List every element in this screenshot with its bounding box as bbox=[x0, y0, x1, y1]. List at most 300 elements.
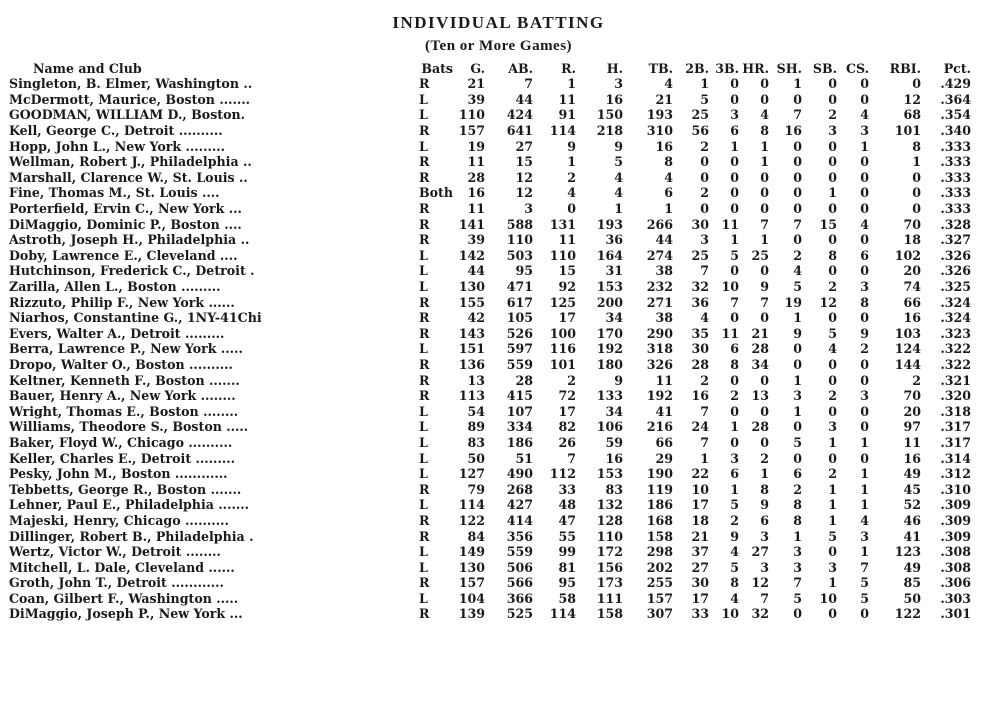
stat-games: 16 bbox=[467, 185, 486, 201]
player-bats: L bbox=[419, 419, 428, 435]
table-row bbox=[9, 232, 971, 248]
table-row bbox=[9, 263, 971, 279]
stat-home-runs: 4 bbox=[760, 107, 770, 123]
stat-pct: .308 bbox=[940, 544, 972, 560]
stat-sacrifice-hits: 8 bbox=[793, 512, 803, 528]
stat-rbi: 12 bbox=[903, 91, 922, 107]
stat-sacrifice-hits: 3 bbox=[793, 544, 803, 560]
stat-hits: 16 bbox=[605, 91, 624, 107]
stat-hits: 59 bbox=[605, 434, 624, 450]
stat-caught-stealing: 0 bbox=[860, 201, 870, 217]
stat-stolen-bases: 5 bbox=[828, 325, 838, 341]
player-name-club: Wright, Thomas E., Boston ........ bbox=[9, 403, 239, 419]
stat-doubles: 37 bbox=[691, 544, 710, 560]
stat-hits: 128 bbox=[596, 512, 624, 528]
player-name-club: Keller, Charles E., Detroit ......... bbox=[9, 450, 235, 466]
stat-at-bats: 525 bbox=[506, 606, 534, 622]
stat-at-bats: 110 bbox=[506, 232, 534, 248]
stat-hits: 5 bbox=[614, 154, 624, 170]
stat-rbi: 2 bbox=[912, 372, 922, 388]
stat-runs: 48 bbox=[558, 497, 577, 513]
stat-pct: .429 bbox=[940, 76, 972, 92]
stat-doubles: 30 bbox=[691, 216, 710, 232]
stat-stolen-bases: 1 bbox=[828, 512, 838, 528]
player-bats: L bbox=[419, 263, 428, 279]
stat-runs: 7 bbox=[567, 450, 577, 466]
stat-home-runs: 32 bbox=[751, 606, 770, 622]
stat-rbi: 144 bbox=[894, 356, 922, 372]
stat-pct: .326 bbox=[940, 263, 972, 279]
stat-doubles: 18 bbox=[691, 512, 710, 528]
table-row bbox=[9, 435, 971, 451]
stat-pct: .310 bbox=[940, 481, 972, 497]
stat-runs: 114 bbox=[549, 123, 577, 139]
stat-rbi: 20 bbox=[903, 263, 922, 279]
stat-pct: .317 bbox=[940, 419, 972, 435]
page-title: INDIVIDUAL BATTING bbox=[392, 13, 605, 32]
stat-total-bases: 41 bbox=[655, 403, 674, 419]
stat-home-runs: 1 bbox=[760, 138, 770, 154]
stat-hits: 4 bbox=[614, 185, 624, 201]
stat-triples: 11 bbox=[721, 325, 740, 341]
stat-rbi: 123 bbox=[894, 544, 922, 560]
player-bats: R bbox=[419, 232, 430, 248]
stat-triples: 6 bbox=[730, 466, 740, 482]
stat-doubles: 28 bbox=[691, 356, 710, 372]
stat-at-bats: 566 bbox=[506, 575, 534, 591]
stat-sacrifice-hits: 0 bbox=[793, 154, 803, 170]
stat-home-runs: 3 bbox=[760, 559, 770, 575]
stat-at-bats: 588 bbox=[506, 216, 534, 232]
stat-home-runs: 2 bbox=[760, 450, 770, 466]
stat-rbi: 70 bbox=[903, 216, 922, 232]
stat-triples: 6 bbox=[730, 123, 740, 139]
stat-at-bats: 3 bbox=[524, 201, 534, 217]
stat-home-runs: 0 bbox=[760, 169, 770, 185]
stat-rbi: 70 bbox=[903, 388, 922, 404]
stat-hits: 153 bbox=[596, 466, 624, 482]
stat-rbi: 103 bbox=[894, 325, 922, 341]
stat-triples: 5 bbox=[730, 559, 740, 575]
stat-pct: .354 bbox=[940, 107, 972, 123]
batting-table bbox=[9, 60, 971, 622]
stat-at-bats: 559 bbox=[506, 544, 534, 560]
stat-total-bases: 168 bbox=[646, 512, 674, 528]
stat-triples: 0 bbox=[730, 154, 740, 170]
stat-total-bases: 16 bbox=[655, 138, 674, 154]
player-name-club: Wertz, Victor W., Detroit ........ bbox=[9, 544, 221, 560]
stat-pct: .323 bbox=[940, 325, 972, 341]
stat-home-runs: 9 bbox=[760, 279, 770, 295]
stat-hits: 133 bbox=[596, 388, 624, 404]
stat-stolen-bases: 0 bbox=[828, 606, 838, 622]
stat-total-bases: 202 bbox=[646, 559, 674, 575]
header-runs: R. bbox=[561, 60, 577, 76]
stat-stolen-bases: 2 bbox=[828, 466, 838, 482]
page-subtitle: (Ten or More Games) bbox=[424, 38, 573, 54]
stat-hits: 34 bbox=[605, 403, 624, 419]
stat-caught-stealing: 5 bbox=[860, 590, 870, 606]
stat-pct: .322 bbox=[940, 356, 972, 372]
player-bats: L bbox=[419, 107, 428, 123]
stat-total-bases: 192 bbox=[646, 388, 674, 404]
stat-stolen-bases: 0 bbox=[828, 263, 838, 279]
stat-doubles: 2 bbox=[700, 185, 710, 201]
stat-triples: 4 bbox=[730, 544, 740, 560]
stat-doubles: 0 bbox=[700, 169, 710, 185]
stat-home-runs: 12 bbox=[751, 575, 770, 591]
player-bats: R bbox=[419, 528, 430, 544]
stat-total-bases: 216 bbox=[646, 419, 674, 435]
stat-rbi: 11 bbox=[903, 434, 922, 450]
stat-home-runs: 0 bbox=[760, 76, 770, 92]
stat-at-bats: 15 bbox=[515, 154, 534, 170]
stat-runs: 101 bbox=[549, 356, 577, 372]
stat-runs: 116 bbox=[549, 341, 577, 357]
player-name-club: Marshall, Clarence W., St. Louis .. bbox=[9, 169, 248, 185]
stat-doubles: 5 bbox=[700, 91, 710, 107]
stat-doubles: 25 bbox=[691, 107, 710, 123]
stat-doubles: 30 bbox=[691, 341, 710, 357]
stat-sacrifice-hits: 5 bbox=[793, 279, 803, 295]
header-pct: Pct. bbox=[943, 60, 972, 76]
stat-sacrifice-hits: 7 bbox=[793, 107, 803, 123]
stat-hits: 111 bbox=[596, 590, 624, 606]
stat-doubles: 2 bbox=[700, 372, 710, 388]
stat-doubles: 10 bbox=[691, 481, 710, 497]
player-name-club: Keltner, Kenneth F., Boston ....... bbox=[9, 372, 240, 388]
stat-at-bats: 44 bbox=[515, 91, 534, 107]
stat-triples: 0 bbox=[730, 201, 740, 217]
header-bats: Bats bbox=[421, 60, 454, 76]
stat-runs: 110 bbox=[549, 247, 577, 263]
stat-rbi: 18 bbox=[903, 232, 922, 248]
stat-runs: 81 bbox=[558, 559, 577, 575]
stat-sacrifice-hits: 3 bbox=[793, 388, 803, 404]
stat-pct: .333 bbox=[940, 138, 972, 154]
stat-games: 13 bbox=[467, 372, 486, 388]
stat-at-bats: 559 bbox=[506, 356, 534, 372]
stat-doubles: 16 bbox=[691, 388, 710, 404]
stat-caught-stealing: 0 bbox=[860, 91, 870, 107]
stat-games: 114 bbox=[458, 497, 486, 513]
player-bats: R bbox=[419, 356, 430, 372]
stat-home-runs: 21 bbox=[751, 325, 770, 341]
stat-rbi: 0 bbox=[912, 185, 922, 201]
stat-pct: .318 bbox=[940, 403, 972, 419]
header-name: Name and Club bbox=[33, 60, 142, 76]
stat-stolen-bases: 2 bbox=[828, 279, 838, 295]
stat-stolen-bases: 3 bbox=[828, 123, 838, 139]
stat-rbi: 49 bbox=[903, 559, 922, 575]
stat-hits: 193 bbox=[596, 216, 624, 232]
player-bats: R bbox=[419, 575, 430, 591]
stat-home-runs: 34 bbox=[751, 356, 770, 372]
stat-caught-stealing: 5 bbox=[860, 575, 870, 591]
stat-caught-stealing: 0 bbox=[860, 169, 870, 185]
stat-caught-stealing: 0 bbox=[860, 606, 870, 622]
stat-hits: 172 bbox=[596, 544, 624, 560]
stat-runs: 112 bbox=[549, 466, 577, 482]
stat-home-runs: 28 bbox=[751, 419, 770, 435]
table-row bbox=[9, 497, 971, 513]
stat-at-bats: 27 bbox=[515, 138, 534, 154]
stat-stolen-bases: 0 bbox=[828, 450, 838, 466]
stat-triples: 2 bbox=[730, 512, 740, 528]
stat-runs: 33 bbox=[558, 481, 577, 497]
table-row bbox=[9, 279, 971, 295]
stat-doubles: 56 bbox=[691, 123, 710, 139]
stat-doubles: 17 bbox=[691, 497, 710, 513]
stat-runs: 0 bbox=[567, 201, 577, 217]
stat-caught-stealing: 1 bbox=[860, 466, 870, 482]
stat-games: 79 bbox=[467, 481, 486, 497]
stat-home-runs: 13 bbox=[751, 388, 770, 404]
player-name-club: Lehner, Paul E., Philadelphia ....... bbox=[9, 497, 249, 513]
stat-games: 130 bbox=[458, 279, 486, 295]
stat-pct: .317 bbox=[940, 434, 972, 450]
player-name-club: Baker, Floyd W., Chicago .......... bbox=[9, 434, 233, 450]
stat-rbi: 0 bbox=[912, 76, 922, 92]
stat-doubles: 0 bbox=[700, 154, 710, 170]
stat-runs: 58 bbox=[558, 590, 577, 606]
stat-total-bases: 11 bbox=[655, 372, 674, 388]
stat-total-bases: 38 bbox=[655, 263, 674, 279]
stat-rbi: 8 bbox=[912, 138, 922, 154]
stat-triples: 2 bbox=[730, 388, 740, 404]
stat-at-bats: 12 bbox=[515, 169, 534, 185]
stat-triples: 0 bbox=[730, 310, 740, 326]
stat-total-bases: 119 bbox=[646, 481, 674, 497]
stat-hits: 173 bbox=[596, 575, 624, 591]
stat-runs: 72 bbox=[558, 388, 577, 404]
stat-at-bats: 471 bbox=[506, 279, 534, 295]
stat-runs: 99 bbox=[558, 544, 577, 560]
player-name-club: Fine, Thomas M., St. Louis .... bbox=[9, 185, 220, 201]
player-name-club: Evers, Walter A., Detroit ......... bbox=[9, 325, 225, 341]
stat-runs: 125 bbox=[549, 294, 577, 310]
stat-total-bases: 29 bbox=[655, 450, 674, 466]
stat-runs: 82 bbox=[558, 419, 577, 435]
stat-rbi: 101 bbox=[894, 123, 922, 139]
stat-triples: 10 bbox=[721, 279, 740, 295]
stat-pct: .325 bbox=[940, 279, 972, 295]
stat-games: 143 bbox=[458, 325, 486, 341]
stat-caught-stealing: 0 bbox=[860, 76, 870, 92]
stat-at-bats: 641 bbox=[506, 123, 534, 139]
stat-sacrifice-hits: 3 bbox=[793, 559, 803, 575]
stat-stolen-bases: 5 bbox=[828, 528, 838, 544]
table-row bbox=[9, 575, 971, 591]
table-row bbox=[9, 528, 971, 544]
stat-caught-stealing: 3 bbox=[860, 279, 870, 295]
table-row bbox=[9, 419, 971, 435]
player-bats: R bbox=[419, 310, 430, 326]
stat-total-bases: 4 bbox=[664, 76, 674, 92]
stat-games: 83 bbox=[467, 434, 486, 450]
stat-rbi: 0 bbox=[912, 169, 922, 185]
stat-games: 136 bbox=[458, 356, 486, 372]
stat-hits: 83 bbox=[605, 481, 624, 497]
stat-sacrifice-hits: 1 bbox=[793, 76, 803, 92]
stat-hits: 16 bbox=[605, 450, 624, 466]
stat-runs: 9 bbox=[567, 138, 577, 154]
stat-stolen-bases: 8 bbox=[828, 247, 838, 263]
table-row bbox=[9, 294, 971, 310]
header-total-bases: TB. bbox=[648, 60, 674, 76]
player-bats: L bbox=[419, 559, 428, 575]
player-bats: R bbox=[419, 169, 430, 185]
player-name-club: Doby, Lawrence E., Cleveland .... bbox=[9, 247, 238, 263]
stat-triples: 3 bbox=[730, 107, 740, 123]
stat-doubles: 0 bbox=[700, 201, 710, 217]
stat-caught-stealing: 0 bbox=[860, 372, 870, 388]
stat-games: 113 bbox=[458, 388, 486, 404]
stat-pct: .327 bbox=[940, 232, 972, 248]
stat-sacrifice-hits: 0 bbox=[793, 232, 803, 248]
stat-caught-stealing: 0 bbox=[860, 450, 870, 466]
stat-pct: .326 bbox=[940, 247, 972, 263]
player-bats: L bbox=[419, 544, 428, 560]
table-row bbox=[9, 310, 971, 326]
stat-rbi: 68 bbox=[903, 107, 922, 123]
stat-games: 110 bbox=[458, 107, 486, 123]
stat-rbi: 1 bbox=[912, 154, 922, 170]
header-triples: 3B. bbox=[715, 60, 740, 76]
stat-total-bases: 193 bbox=[646, 107, 674, 123]
stat-stolen-bases: 0 bbox=[828, 138, 838, 154]
stat-triples: 5 bbox=[730, 497, 740, 513]
stat-at-bats: 366 bbox=[506, 590, 534, 606]
stat-pct: .333 bbox=[940, 185, 972, 201]
stat-runs: 26 bbox=[558, 434, 577, 450]
stat-stolen-bases: 1 bbox=[828, 434, 838, 450]
stat-caught-stealing: 1 bbox=[860, 434, 870, 450]
stat-runs: 2 bbox=[567, 169, 577, 185]
stat-total-bases: 190 bbox=[646, 466, 674, 482]
stat-at-bats: 186 bbox=[506, 434, 534, 450]
stat-home-runs: 0 bbox=[760, 310, 770, 326]
stat-doubles: 1 bbox=[700, 450, 710, 466]
stat-stolen-bases: 1 bbox=[828, 185, 838, 201]
stat-pct: .309 bbox=[940, 512, 972, 528]
stat-total-bases: 8 bbox=[664, 154, 674, 170]
stat-runs: 131 bbox=[549, 216, 577, 232]
stat-pct: .301 bbox=[940, 606, 972, 622]
stat-triples: 0 bbox=[730, 91, 740, 107]
stat-pct: .333 bbox=[940, 169, 972, 185]
player-name-club: Hutchinson, Frederick C., Detroit . bbox=[9, 263, 255, 279]
table-row bbox=[9, 481, 971, 497]
stat-hits: 218 bbox=[596, 123, 624, 139]
stat-at-bats: 7 bbox=[524, 76, 534, 92]
stat-total-bases: 157 bbox=[646, 590, 674, 606]
stat-sacrifice-hits: 0 bbox=[793, 606, 803, 622]
stat-caught-stealing: 4 bbox=[860, 512, 870, 528]
stat-stolen-bases: 2 bbox=[828, 388, 838, 404]
stat-games: 139 bbox=[458, 606, 486, 622]
stat-triples: 0 bbox=[730, 185, 740, 201]
stat-caught-stealing: 0 bbox=[860, 310, 870, 326]
player-bats: L bbox=[419, 434, 428, 450]
table-row bbox=[9, 357, 971, 373]
player-name-club: Pesky, John M., Boston ............ bbox=[9, 466, 228, 482]
header-doubles: 2B. bbox=[685, 60, 710, 76]
stat-doubles: 7 bbox=[700, 403, 710, 419]
table-row bbox=[9, 154, 971, 170]
stat-runs: 1 bbox=[567, 76, 577, 92]
stat-runs: 11 bbox=[558, 232, 577, 248]
stat-hits: 3 bbox=[614, 76, 624, 92]
stat-triples: 1 bbox=[730, 481, 740, 497]
player-name-club: Niarhos, Constantine G., 1NY-41Chi bbox=[9, 310, 262, 326]
stat-caught-stealing: 9 bbox=[860, 325, 870, 341]
stat-hits: 164 bbox=[596, 247, 624, 263]
stat-at-bats: 617 bbox=[506, 294, 534, 310]
stat-hits: 153 bbox=[596, 279, 624, 295]
stat-sacrifice-hits: 7 bbox=[793, 575, 803, 591]
stat-pct: .324 bbox=[940, 294, 972, 310]
stat-triples: 7 bbox=[730, 294, 740, 310]
stat-games: 19 bbox=[467, 138, 486, 154]
stat-games: 130 bbox=[458, 559, 486, 575]
stat-home-runs: 28 bbox=[751, 341, 770, 357]
stat-total-bases: 38 bbox=[655, 310, 674, 326]
stat-pct: .340 bbox=[940, 123, 972, 139]
stat-home-runs: 25 bbox=[751, 247, 770, 263]
stat-hits: 31 bbox=[605, 263, 624, 279]
stat-stolen-bases: 0 bbox=[828, 372, 838, 388]
stat-hits: 150 bbox=[596, 107, 624, 123]
player-bats: R bbox=[419, 216, 430, 232]
stat-total-bases: 310 bbox=[646, 123, 674, 139]
stat-sacrifice-hits: 1 bbox=[793, 310, 803, 326]
stat-home-runs: 7 bbox=[760, 590, 770, 606]
stat-pct: .324 bbox=[940, 310, 972, 326]
table-row bbox=[9, 372, 971, 388]
stat-triples: 0 bbox=[730, 169, 740, 185]
stat-caught-stealing: 0 bbox=[860, 403, 870, 419]
stat-stolen-bases: 0 bbox=[828, 169, 838, 185]
stat-sacrifice-hits: 0 bbox=[793, 419, 803, 435]
stat-games: 28 bbox=[467, 169, 486, 185]
stat-doubles: 24 bbox=[691, 419, 710, 435]
stat-runs: 15 bbox=[558, 263, 577, 279]
player-bats: L bbox=[419, 466, 428, 482]
player-bats: L bbox=[419, 403, 428, 419]
stat-triples: 10 bbox=[721, 606, 740, 622]
stat-stolen-bases: 2 bbox=[828, 107, 838, 123]
stat-home-runs: 7 bbox=[760, 216, 770, 232]
stat-runs: 2 bbox=[567, 372, 577, 388]
stat-pct: .303 bbox=[940, 590, 972, 606]
stat-games: 142 bbox=[458, 247, 486, 263]
stat-pct: .314 bbox=[940, 450, 972, 466]
stat-pct: .328 bbox=[940, 216, 972, 232]
stat-runs: 91 bbox=[558, 107, 577, 123]
stat-games: 50 bbox=[467, 450, 486, 466]
stat-rbi: 66 bbox=[903, 294, 922, 310]
stat-pct: .333 bbox=[940, 154, 972, 170]
stat-rbi: 124 bbox=[894, 341, 922, 357]
stat-games: 11 bbox=[467, 201, 486, 217]
stat-sacrifice-hits: 2 bbox=[793, 481, 803, 497]
stat-total-bases: 21 bbox=[655, 91, 674, 107]
player-name-club: Wellman, Robert J., Philadelphia .. bbox=[9, 154, 252, 170]
stat-rbi: 16 bbox=[903, 310, 922, 326]
player-bats: L bbox=[419, 590, 428, 606]
stat-total-bases: 274 bbox=[646, 247, 674, 263]
